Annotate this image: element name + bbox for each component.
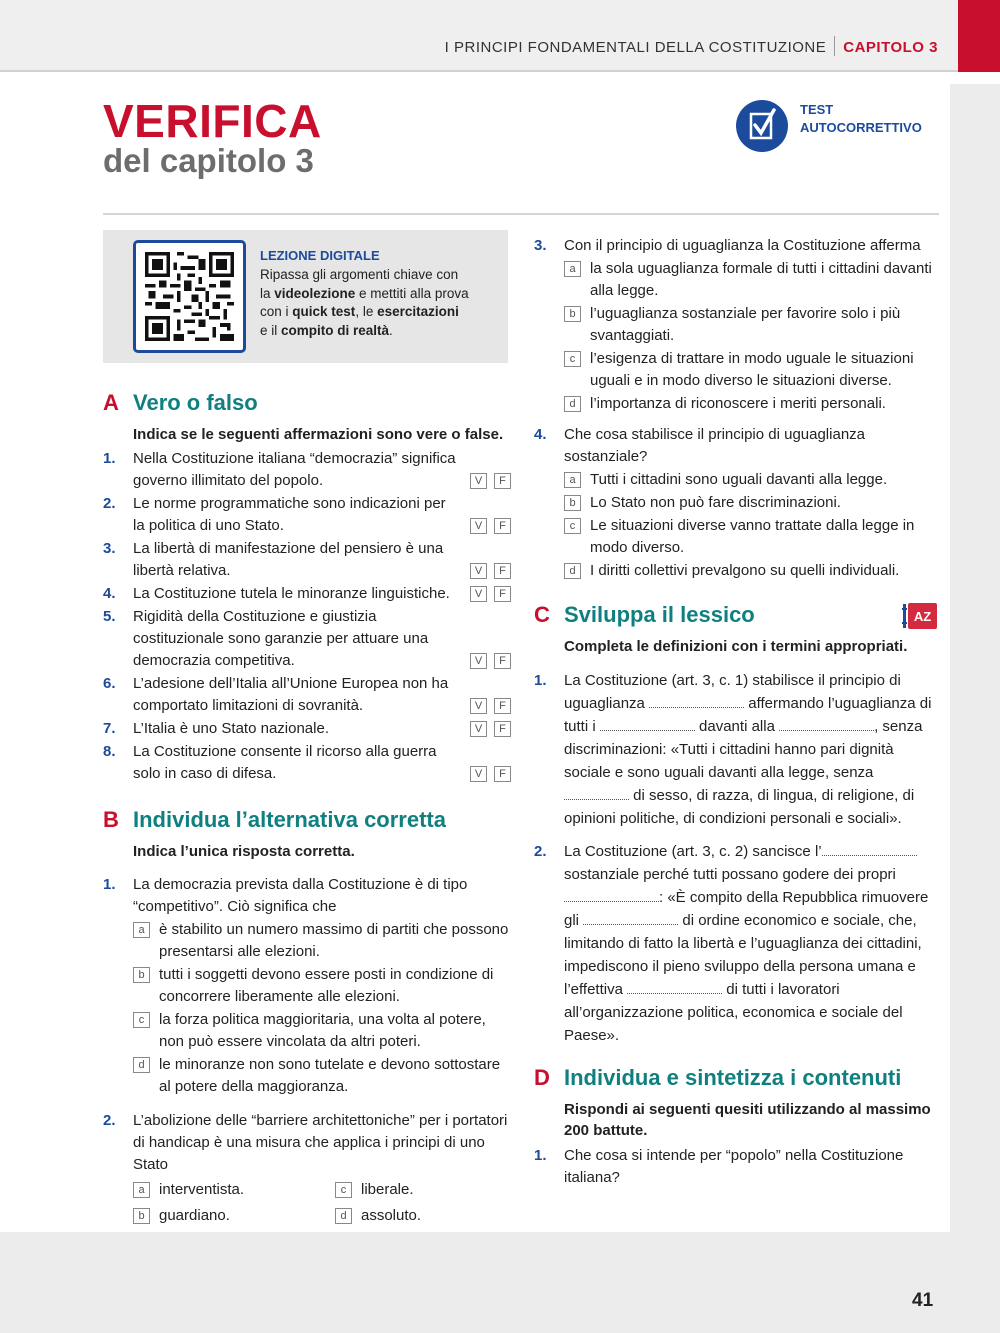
- true-false-boxes: [470, 473, 511, 489]
- answer-option[interactable]: [335, 1205, 535, 1227]
- answer-option[interactable]: [564, 393, 940, 415]
- question-text: La democrazia prevista dalla Costituzione è di tipo “competitivo”. Ciò significa che: [133, 876, 468, 915]
- question-text: Che cosa si intende per “popolo” nella Costituzione italiana?: [564, 1147, 904, 1186]
- item-text: Rigidità della Costituzione e giustizia costituzionale sono garanzie per attuare una democrazia competitiva.: [133, 608, 429, 669]
- question-b4: [534, 424, 940, 468]
- option-letter-box[interactable]: a: [564, 472, 581, 488]
- option-text: l’esigenza di trattare in modo uguale le situazioni uguali e in modo diverso le situazioni diverse.: [590, 350, 914, 389]
- option-letter-box[interactable]: c: [133, 1012, 150, 1028]
- definition-text: di ordine economico e sociale, che, limitando di fatto la libertà e l’uguaglianza dei cittadini, impediscono il pieno sviluppo della persona umana e l’effettiva: [564, 912, 922, 998]
- true-false-boxes: [470, 518, 511, 534]
- true-false-item: [103, 741, 511, 785]
- option-text: assoluto.: [361, 1207, 422, 1224]
- question-b1: [103, 874, 511, 918]
- answer-option[interactable]: [133, 1179, 335, 1201]
- option-text: l’uguaglianza sostanziale per favorire solo i più svantaggiati.: [590, 305, 901, 344]
- blank-field[interactable]: [583, 913, 678, 925]
- option-letter-box[interactable]: b: [133, 1208, 150, 1224]
- digital-lesson-text: [260, 266, 500, 340]
- page-margin-rail: [950, 84, 1000, 1333]
- section-title: Sviluppa il lessico: [564, 602, 755, 627]
- question-b4-options: [534, 469, 940, 582]
- blank-field[interactable]: [779, 719, 874, 731]
- false-checkbox[interactable]: F: [494, 563, 511, 579]
- section-instruction: Indica se le seguenti affermazioni sono vere o false.: [133, 426, 504, 443]
- question-b3: [534, 235, 940, 257]
- question-b3-options: [534, 258, 940, 415]
- definition-text: sostanziale perché tutti possano godere dei propri: [564, 866, 896, 883]
- answer-option[interactable]: [564, 515, 940, 559]
- title-divider: [103, 213, 939, 215]
- definition-text: La Costituzione (art. 3, c. 2) sancisce l’: [564, 843, 822, 860]
- question-d1: [534, 1145, 940, 1189]
- az-icon-label: AZ: [913, 609, 932, 624]
- option-letter-box[interactable]: b: [564, 495, 581, 511]
- false-checkbox[interactable]: F: [494, 721, 511, 737]
- option-letter-box[interactable]: d: [564, 563, 581, 579]
- section-letter: A: [103, 390, 119, 415]
- blank-field[interactable]: [649, 696, 744, 708]
- answer-option[interactable]: [133, 919, 511, 963]
- section-title: Individua l’alternativa corretta: [133, 807, 446, 832]
- section-title: Vero o falso: [133, 390, 258, 415]
- true-false-item: [103, 538, 511, 582]
- true-false-boxes: [470, 653, 511, 669]
- question-number: 1.: [534, 672, 547, 689]
- dl-text-part: e mettiti alla prova: [355, 285, 469, 301]
- section-letter: C: [534, 602, 550, 627]
- false-checkbox[interactable]: F: [494, 473, 511, 489]
- section-instruction: Indica l’unica risposta corretta.: [133, 843, 355, 860]
- blank-field[interactable]: [564, 788, 629, 800]
- option-letter-box[interactable]: c: [564, 351, 581, 367]
- true-false-boxes: [470, 586, 511, 602]
- item-number: 6.: [103, 675, 116, 692]
- answer-option[interactable]: [133, 1054, 511, 1098]
- definition-text: : «È compito della Repubblica rimuovere gli: [564, 889, 929, 929]
- answer-option[interactable]: [133, 964, 511, 1008]
- dl-line2: [260, 285, 500, 304]
- section-a-header: [103, 390, 511, 420]
- chapter-label: CAPITOLO 3: [843, 39, 938, 56]
- dl-text-part: .: [389, 322, 393, 338]
- dl-text-part: , le: [355, 304, 378, 319]
- option-letter-box[interactable]: d: [335, 1208, 352, 1224]
- item-text: La Costituzione tutela le minoranze linguistiche.: [133, 585, 450, 602]
- digital-lesson-title: LEZIONE DIGITALE: [260, 248, 380, 263]
- section-instruction: Completa le definizioni con i termini appropriati.: [564, 638, 908, 655]
- dl-line3: [260, 303, 500, 322]
- page-number: 41: [912, 1290, 934, 1311]
- false-checkbox[interactable]: F: [494, 586, 511, 602]
- item-number: 4.: [103, 585, 116, 602]
- definition-text: di tutti i lavoratori all’organizzazione politica, economica e sociale del Paese».: [564, 981, 903, 1044]
- blank-field[interactable]: [627, 982, 722, 994]
- item-number: 8.: [103, 743, 116, 760]
- option-letter-box[interactable]: a: [133, 922, 150, 938]
- definition-text: affermando l’uguaglianza di tutti i: [564, 695, 932, 735]
- true-false-boxes: [470, 766, 511, 782]
- question-b1-options: [103, 919, 511, 1098]
- running-title: I PRINCIPI FONDAMENTALI DELLA COSTITUZIONE: [444, 39, 827, 56]
- option-text: le minoranze non sono tutelate e devono sottostare al potere della maggioranza.: [159, 1056, 501, 1095]
- question-number: 4.: [534, 426, 547, 443]
- definition-text: davanti alla: [694, 718, 780, 735]
- option-text: Lo Stato non può fare discriminazioni.: [590, 494, 841, 511]
- item-text: Nella Costituzione italiana “democrazia” significa governo illimitato del popolo.: [133, 450, 456, 489]
- true-checkbox[interactable]: V: [470, 518, 487, 534]
- option-letter-box[interactable]: c: [335, 1182, 352, 1198]
- definition-text: La Costituzione (art. 3, c. 1) stabilisce il principio di uguaglianza: [564, 672, 901, 712]
- question-text: L’abolizione delle “barriere architettoniche” per i portatori di handicap è una misura che applica i principi di uno Stato: [133, 1112, 508, 1173]
- header-separator: [834, 36, 835, 56]
- false-checkbox[interactable]: F: [494, 698, 511, 714]
- section-b-header: [103, 807, 511, 837]
- option-text: è stabilito un numero massimo di partiti che possono presentarsi alle elezioni.: [159, 921, 509, 960]
- item-text: La libertà di manifestazione del pensiero è una libertà relativa.: [133, 540, 444, 579]
- option-letter-box[interactable]: b: [133, 967, 150, 983]
- definition-c2: [534, 840, 940, 1047]
- true-checkbox[interactable]: V: [470, 563, 487, 579]
- chapter-tab: [958, 0, 1000, 72]
- right-column: [534, 235, 940, 1189]
- true-false-item: [103, 448, 511, 492]
- test-label-line1: TEST: [800, 102, 834, 117]
- true-false-boxes: [470, 698, 511, 714]
- running-title-line: [445, 36, 938, 56]
- answer-option[interactable]: [564, 258, 940, 302]
- answer-option[interactable]: [335, 1179, 535, 1201]
- true-checkbox[interactable]: V: [470, 721, 487, 737]
- option-letter-box[interactable]: d: [133, 1057, 150, 1073]
- item-text: L’adesione dell’Italia all’Unione Europea non ha comportato limitazioni di sovranità.: [133, 675, 449, 714]
- true-checkbox[interactable]: V: [470, 653, 487, 669]
- section-title: Individua e sintetizza i contenuti: [564, 1065, 902, 1090]
- item-text: Le norme programmatiche sono indicazioni per la politica di uno Stato.: [133, 495, 446, 534]
- question-text: Che cosa stabilisce il principio di uguaglianza sostanziale?: [564, 426, 866, 465]
- option-text: l’importanza di riconoscere i meriti personali.: [590, 395, 886, 412]
- true-checkbox[interactable]: V: [470, 586, 487, 602]
- answer-option[interactable]: [133, 1205, 335, 1227]
- item-text: L’Italia è uno Stato nazionale.: [133, 720, 329, 737]
- true-checkbox[interactable]: V: [470, 473, 487, 489]
- false-checkbox[interactable]: F: [494, 653, 511, 669]
- question-number: 1.: [534, 1147, 547, 1164]
- digital-lesson-box: [103, 230, 508, 363]
- question-b2-options: [103, 1178, 511, 1227]
- dl-line1: Ripassa gli argomenti chiave con: [260, 267, 459, 282]
- option-text: I diritti collettivi prevalgono su quelli individuali.: [590, 562, 900, 579]
- definition-text: di sesso, di razza, di lingua, di religione, di opinioni politiche, di condizioni personali e sociali».: [564, 787, 915, 827]
- answer-option[interactable]: [564, 469, 940, 491]
- page-footer: [0, 1232, 950, 1333]
- answer-option[interactable]: [564, 560, 940, 582]
- option-letter-box[interactable]: a: [564, 261, 581, 277]
- option-letter-box[interactable]: d: [564, 396, 581, 412]
- question-number: 1.: [103, 876, 116, 893]
- section-instruction: Rispondi ai seguenti quesiti utilizzando al massimo 200 battute.: [564, 1101, 931, 1139]
- true-false-boxes: [470, 721, 511, 737]
- question-number: 2.: [534, 843, 547, 860]
- option-text: Le situazioni diverse vanno trattate dalla legge in modo diverso.: [590, 517, 915, 556]
- answer-option[interactable]: [564, 492, 940, 514]
- option-text: liberale.: [361, 1181, 414, 1198]
- section-letter: D: [534, 1065, 550, 1090]
- item-number: 3.: [103, 540, 116, 557]
- option-text: tutti i soggetti devono essere posti in condizione di concorrere liberamente alle elezioni.: [159, 966, 494, 1005]
- section-letter: B: [103, 807, 119, 832]
- false-checkbox[interactable]: F: [494, 766, 511, 782]
- page-title: VERIFICA: [103, 95, 322, 147]
- true-false-item: [103, 718, 511, 740]
- true-false-item: [103, 493, 511, 537]
- option-text: la forza politica maggioritaria, una volta al potere, non può essere vincolata da altri poteri.: [159, 1011, 486, 1050]
- answer-option[interactable]: [564, 348, 940, 392]
- blank-field[interactable]: [822, 844, 917, 856]
- test-label-line2: AUTOCORRETTIVO: [800, 120, 922, 135]
- answer-option[interactable]: [133, 1009, 511, 1053]
- item-number: 5.: [103, 608, 116, 625]
- page-subtitle: del capitolo 3: [103, 142, 314, 179]
- question-text: Con il principio di uguaglianza la Costituzione afferma: [564, 237, 921, 254]
- dl-text-part: la: [260, 285, 275, 301]
- definition-c1: [534, 669, 940, 830]
- checkbox-icon[interactable]: [736, 100, 788, 152]
- definition-text: , senza discriminazioni: «Tutti i cittadini hanno pari dignità sociale e sono uguali davanti alla legge, senza: [564, 718, 923, 781]
- true-false-item: [103, 583, 511, 605]
- option-text: la sola uguaglianza formale di tutti i cittadini davanti alla legge.: [590, 260, 932, 299]
- dl-line4: [260, 322, 500, 341]
- option-letter-box[interactable]: a: [133, 1182, 150, 1198]
- question-number: 2.: [103, 1112, 116, 1129]
- true-false-item: [103, 606, 511, 672]
- videolezione-link[interactable]: videolezione: [274, 285, 356, 301]
- option-text: guardiano.: [159, 1207, 230, 1224]
- qr-code-icon[interactable]: [133, 240, 246, 353]
- section-c-header: [534, 602, 940, 632]
- item-number: 2.: [103, 495, 116, 512]
- item-number: 7.: [103, 720, 116, 737]
- compito-di-realta-link[interactable]: compito di realtà: [281, 322, 390, 338]
- esercitazioni-link[interactable]: esercitazioni: [377, 304, 459, 319]
- option-text: interventista.: [159, 1181, 245, 1198]
- true-checkbox[interactable]: V: [470, 766, 487, 782]
- running-header: [0, 0, 1000, 72]
- option-grid: [133, 1178, 511, 1227]
- blank-field[interactable]: [600, 719, 695, 731]
- true-false-item: [103, 673, 511, 717]
- true-false-list: [103, 448, 511, 785]
- answer-option[interactable]: [564, 303, 940, 347]
- question-b2: [103, 1110, 511, 1176]
- option-text: Tutti i cittadini sono uguali davanti alla legge.: [590, 471, 888, 488]
- item-text: La Costituzione consente il ricorso alla guerra solo in caso di difesa.: [133, 743, 437, 782]
- dl-text-part: con i: [260, 304, 293, 319]
- dictionary-az-icon[interactable]: [902, 602, 938, 630]
- quick-test-link[interactable]: quick test: [292, 304, 356, 319]
- test-autocorrettivo-link[interactable]: [800, 101, 922, 137]
- true-checkbox[interactable]: V: [470, 698, 487, 714]
- section-d-header: [534, 1065, 940, 1095]
- item-number: 1.: [103, 450, 116, 467]
- false-checkbox[interactable]: F: [494, 518, 511, 534]
- dl-text-part: e il: [260, 322, 282, 338]
- true-false-boxes: [470, 563, 511, 579]
- option-letter-box[interactable]: c: [564, 518, 581, 534]
- option-letter-box[interactable]: b: [564, 306, 581, 322]
- question-number: 3.: [534, 237, 547, 254]
- left-column: [103, 390, 511, 1227]
- blank-field[interactable]: [564, 890, 659, 902]
